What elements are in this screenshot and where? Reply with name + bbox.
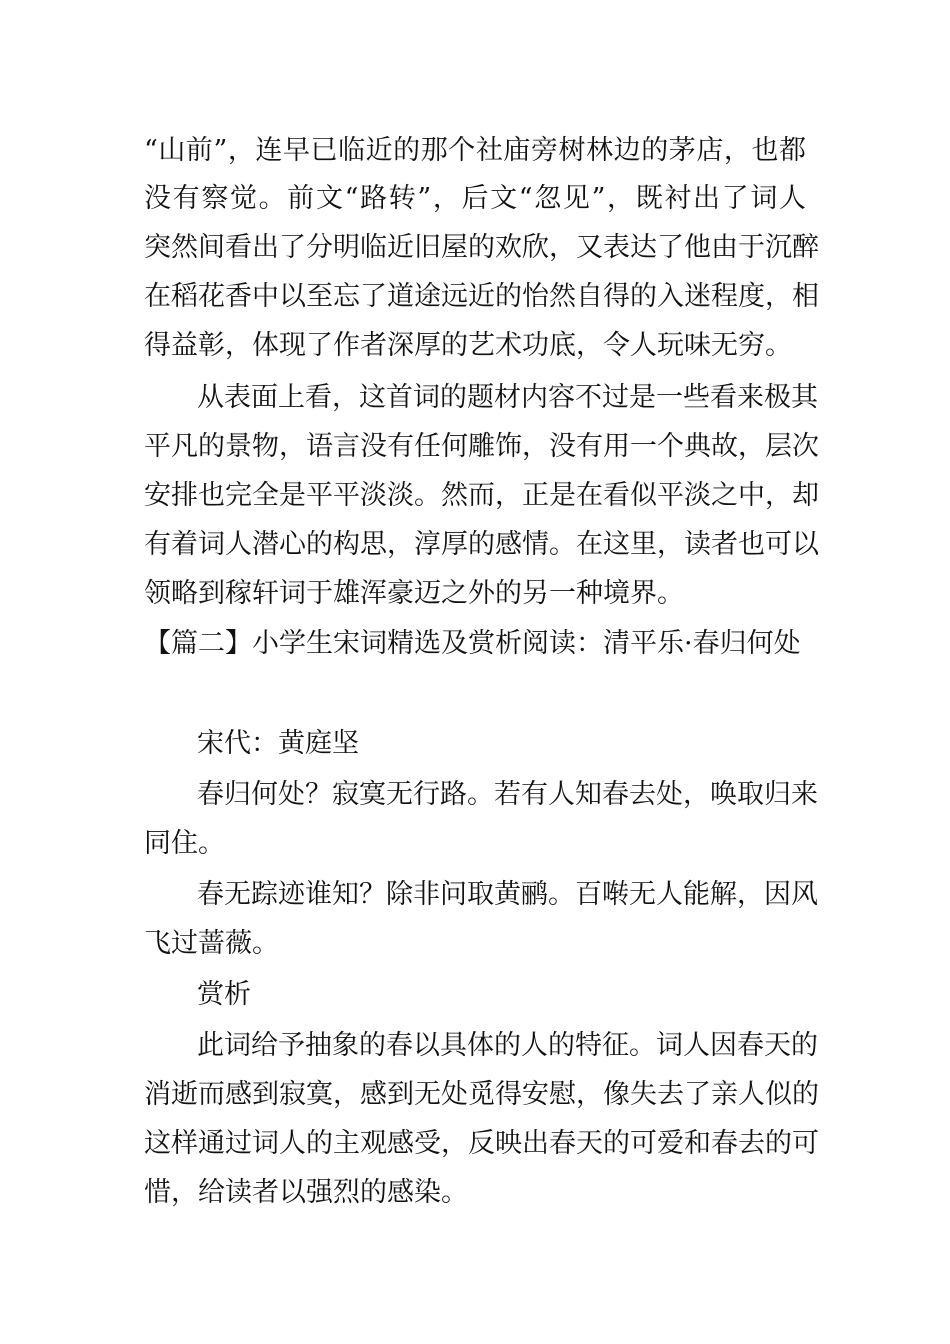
paragraph-line: “山前”，连早已临近的那个社庙旁树林边的茅店，也都: [144, 135, 806, 166]
poem-line: 春归何处？寂寞无行路。若有人知春去处，唤取归来: [197, 779, 818, 810]
author-line: 宋代：黄庭坚: [197, 728, 359, 759]
paragraph-line: 在稻花香中以至忘了道途远近的怡然自得的入迷程度，相: [144, 281, 819, 312]
appreciation-label: 赏析: [197, 979, 251, 1010]
paragraph-line: 此词给予抽象的春以具体的人的特征。词人因春天的: [197, 1030, 818, 1061]
paragraph-line: 从表面上看，这首词的题材内容不过是一些看来极其: [197, 382, 818, 413]
paragraph-line: 有着词人潜心的构思，淳厚的感情。在这里，读者也可以: [144, 529, 819, 560]
paragraph-line: 安排也完全是平平淡淡。然而，正是在看似平淡之中，却: [144, 480, 819, 511]
paragraph-line: 这样通过词人的主观感受，反映出春天的可爱和春去的可: [144, 1128, 819, 1159]
paragraph-line: 平凡的景物，语言没有任何雕饰，没有用一个典故，层次: [144, 431, 819, 462]
paragraph-line: 没有察觉。前文“路转”，后文“忽见”，既衬出了词人: [144, 183, 806, 214]
poem-line: 春无踪迹谁知？除非问取黄鹂。百啭无人能解，因风: [197, 879, 818, 910]
section-heading: 【篇二】小学生宋词精选及赏析阅读：清平乐·春归何处: [144, 628, 801, 659]
paragraph-line: 得益彰，体现了作者深厚的艺术功底，令人玩味无穷。: [144, 330, 792, 361]
paragraph-line: 突然间看出了分明临近旧屋的欢欣，又表达了他由于沉醉: [144, 232, 819, 263]
paragraph-line: 消逝而感到寂寞，感到无处觅得安慰，像失去了亲人似的: [144, 1079, 819, 1110]
paragraph-line: 惜，给读者以强烈的感染。: [144, 1177, 468, 1208]
paragraph-line: 领略到稼轩词于雄浑豪迈之外的另一种境界。: [144, 578, 684, 609]
poem-line: 飞过蔷薇。: [144, 928, 279, 959]
poem-line: 同住。: [144, 828, 225, 859]
